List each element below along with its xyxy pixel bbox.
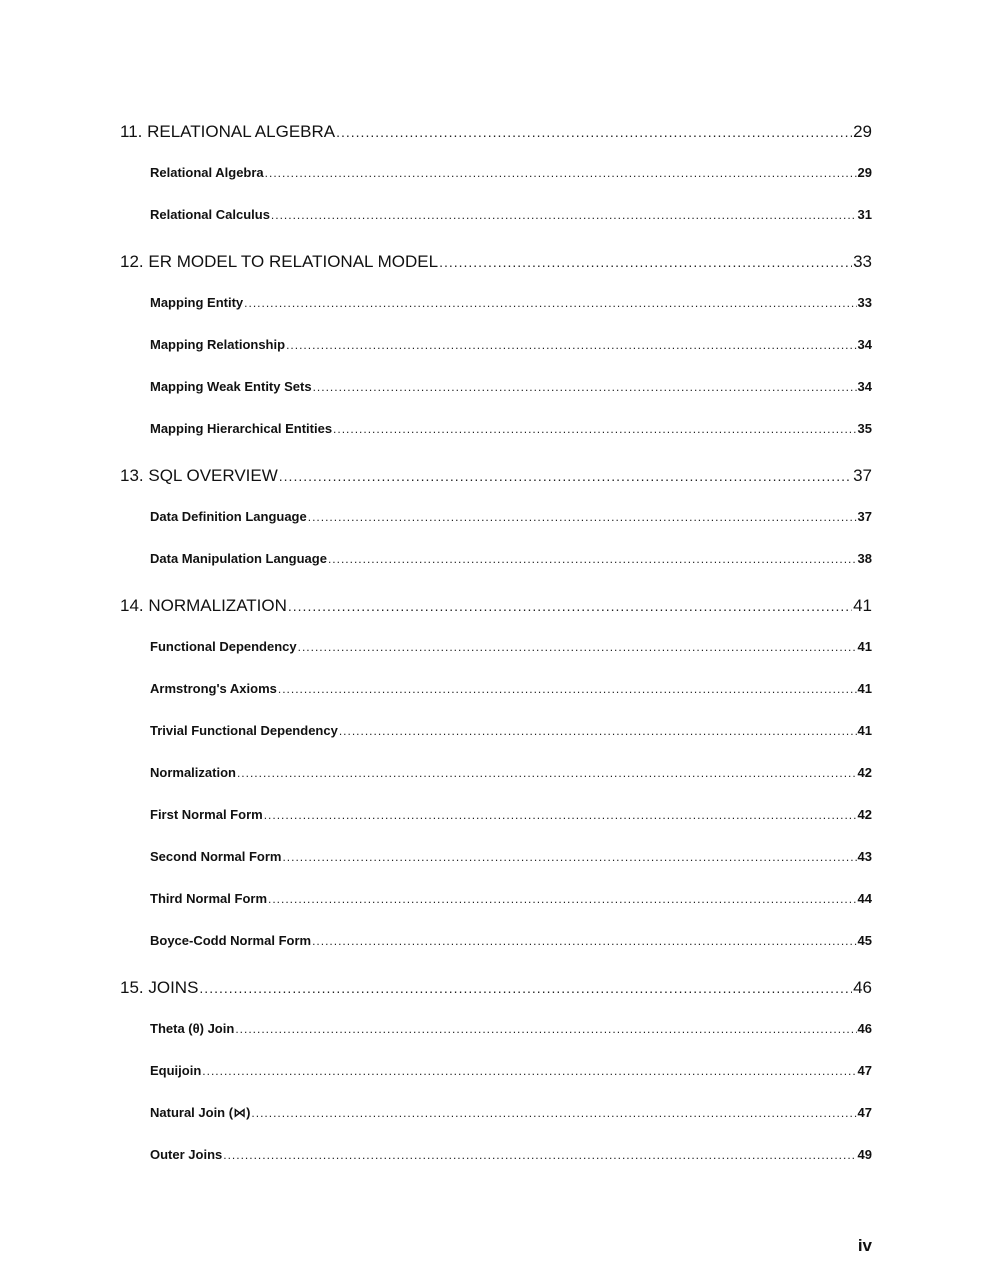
chapter-title: 15. JOINS [120,978,199,997]
chapter-page-number: 41 [853,596,872,615]
toc-section-entry[interactable] [120,282,872,324]
footer-page-number: iv [857,1236,872,1255]
toc-section-entry[interactable] [120,1092,872,1134]
toc-section-entry[interactable] [120,668,872,710]
section-page-number: 47 [857,1105,872,1120]
dot-leader [298,626,857,668]
toc-section-entry[interactable] [120,794,872,836]
toc-section-entry[interactable] [120,324,872,366]
section-title: Relational Calculus [150,207,270,222]
section-page-number: 29 [857,165,872,180]
dot-leader [439,248,852,276]
toc-section-entry[interactable] [120,752,872,794]
section-title: Mapping Relationship [150,337,286,352]
section-title: Outer Joins [150,1147,223,1162]
section-title: Data Manipulation Language [150,551,327,566]
dot-leader [268,878,857,920]
section-page-number: 41 [857,723,872,738]
dot-leader [264,794,857,836]
dot-leader [271,194,857,236]
chapter-page-number: 29 [853,122,872,141]
section-page-number: 41 [857,681,872,696]
dot-leader [313,366,857,408]
toc-chapter-entry[interactable] [120,974,872,1002]
toc-section-entry[interactable] [120,1008,872,1050]
section-title: Mapping Hierarchical Entities [150,421,333,436]
table-of-contents [120,118,872,1176]
section-page-number: 34 [857,337,872,352]
section-page-number: 43 [857,849,872,864]
section-title: Relational Algebra [150,165,264,180]
section-page-number: 49 [857,1147,872,1162]
dot-leader [265,152,857,194]
chapter-page-number: 37 [853,466,872,485]
toc-section-entry[interactable] [120,626,872,668]
dot-leader [282,836,856,878]
dot-leader [199,974,852,1002]
section-title: Mapping Weak Entity Sets [150,379,312,394]
section-title: Mapping Entity [150,295,244,310]
section-page-number: 47 [857,1063,872,1078]
dot-leader [278,668,857,710]
dot-leader [223,1134,856,1176]
section-page-number: 38 [857,551,872,566]
dot-leader [237,752,857,794]
section-page-number: 45 [857,933,872,948]
toc-section-entry[interactable] [120,152,872,194]
toc-section-entry[interactable] [120,836,872,878]
dot-leader [202,1050,856,1092]
toc-section-entry[interactable] [120,538,872,580]
chapter-title: 11. RELATIONAL ALGEBRA [120,122,336,141]
section-page-number: 42 [857,807,872,822]
section-title: Data Definition Language [150,509,307,524]
toc-section-entry[interactable] [120,1050,872,1092]
toc-chapter-entry[interactable] [120,592,872,620]
dot-leader [288,592,852,620]
dot-leader [339,710,857,752]
section-title: Equijoin [150,1063,202,1078]
section-title: Third Normal Form [150,891,268,906]
toc-section-entry[interactable] [120,366,872,408]
section-title: Second Normal Form [150,849,282,864]
chapter-page-number: 33 [853,252,872,271]
dot-leader [333,408,856,450]
toc-chapter-entry[interactable] [120,462,872,490]
section-page-number: 34 [857,379,872,394]
chapter-title: 13. SQL OVERVIEW [120,466,278,485]
chapter-page-number: 46 [853,978,872,997]
section-page-number: 37 [857,509,872,524]
toc-section-entry[interactable] [120,710,872,752]
section-page-number: 41 [857,639,872,654]
toc-chapter-entry[interactable] [120,118,872,146]
toc-section-entry[interactable] [120,408,872,450]
section-page-number: 42 [857,765,872,780]
section-page-number: 35 [857,421,872,436]
section-page-number: 31 [857,207,872,222]
toc-section-entry[interactable] [120,1134,872,1176]
dot-leader [235,1008,856,1050]
toc-chapter-entry[interactable] [120,248,872,276]
toc-section-entry[interactable] [120,878,872,920]
chapter-title: 12. ER MODEL TO RELATIONAL MODEL [120,252,439,271]
section-title: Natural Join (⋈) [150,1105,251,1120]
section-title: First Normal Form [150,807,263,822]
toc-section-entry[interactable] [120,920,872,962]
section-title: Theta (θ) Join [150,1021,235,1036]
dot-leader [328,538,857,580]
section-page-number: 33 [857,295,872,310]
section-title: Trivial Functional Dependency [150,723,338,738]
toc-section-entry[interactable] [120,496,872,538]
section-title: Functional Dependency [150,639,297,654]
dot-leader [336,118,852,146]
section-title: Boyce-Codd Normal Form [150,933,312,948]
section-title: Armstrong's Axioms [150,681,277,696]
section-title: Normalization [150,765,236,780]
dot-leader [312,920,856,962]
chapter-title: 14. NORMALIZATION [120,596,287,615]
section-page-number: 46 [857,1021,872,1036]
dot-leader [286,324,856,366]
dot-leader [251,1092,856,1134]
toc-section-entry[interactable] [120,194,872,236]
dot-leader [308,496,857,538]
dot-leader [244,282,856,324]
section-page-number: 44 [857,891,872,906]
dot-leader [279,462,852,490]
